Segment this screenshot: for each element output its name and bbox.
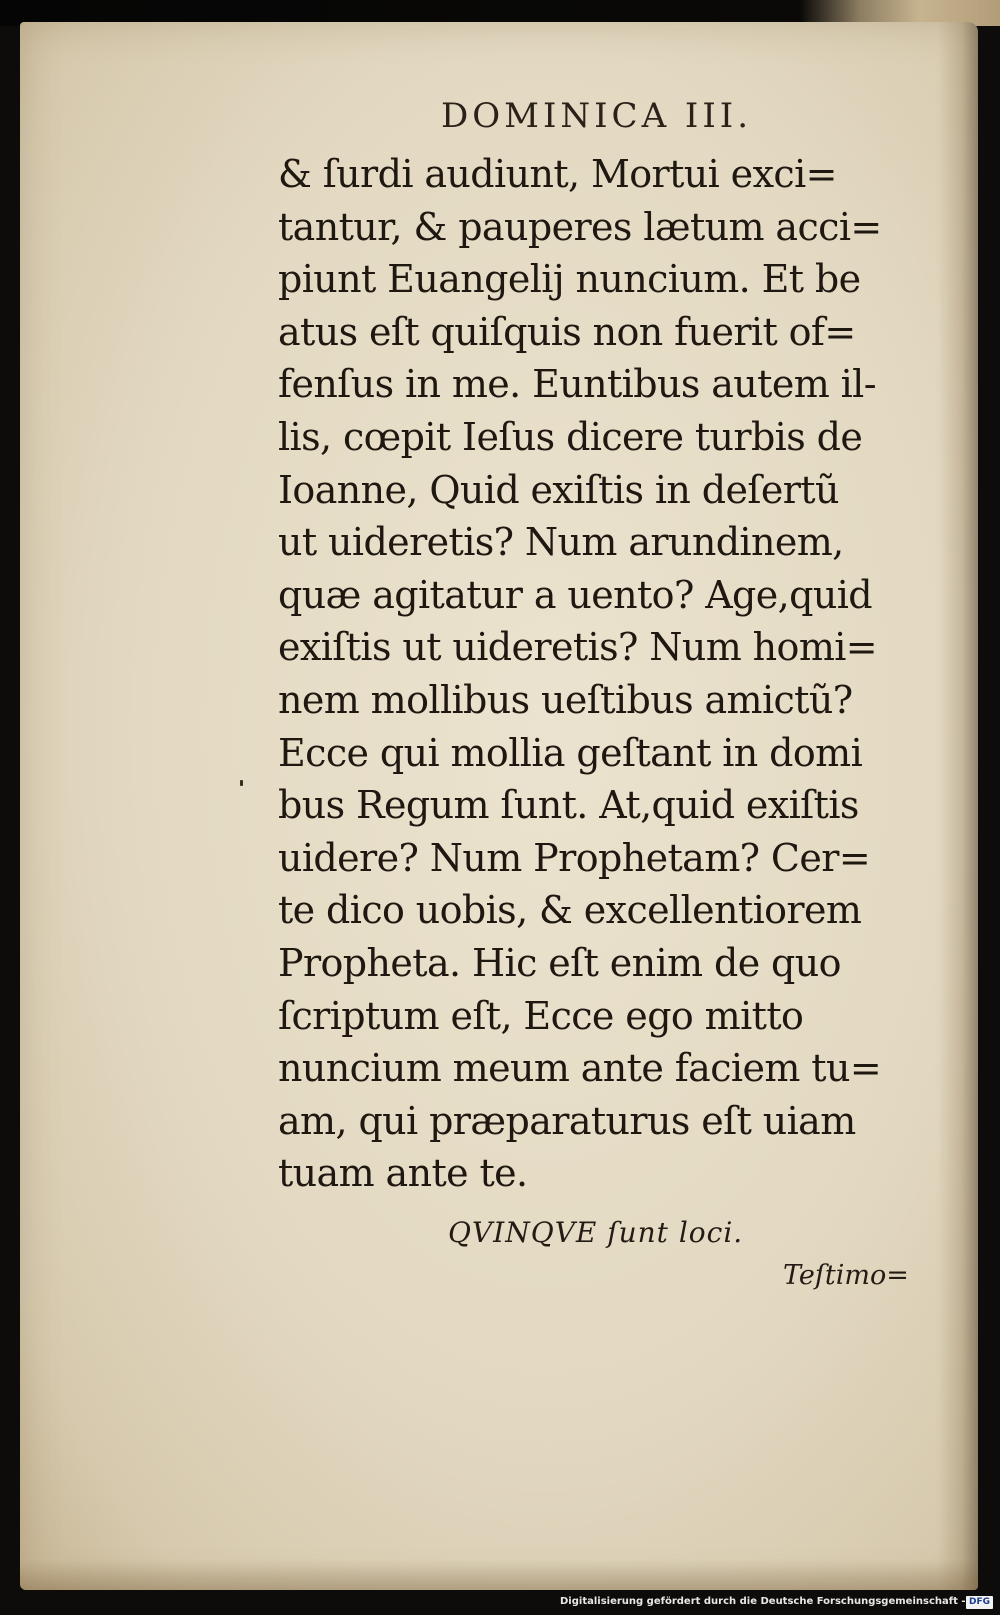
text-line: Ioanne, Quid exiſtis in deſertũ — [278, 467, 839, 512]
digitization-credit: Digitalisierung gefördert durch die Deutsche Forschungsgemeinschaft - — [560, 1596, 966, 1607]
text-line: fenſus in me. Euntibus autem il- — [278, 362, 876, 407]
text-line: am, qui præparaturus eſt uiam — [278, 1098, 856, 1143]
text-line: tuam ante te. — [278, 1151, 528, 1196]
text-line: ut uideretis? Num arundinem, — [278, 520, 844, 565]
page-edge-shadow — [938, 22, 978, 1590]
text-line: bus Regum ſunt. At,quid exiſtis — [278, 783, 859, 828]
catchword: Teſtimo= — [783, 1260, 909, 1291]
body-text — [278, 148, 898, 1200]
page-bottom-shadow — [20, 1560, 978, 1590]
text-line: piunt Euangelij nuncium. Et be — [278, 257, 861, 302]
section-label: QVINQVE ſunt loci. — [448, 1216, 744, 1249]
dfg-logo: DFG — [966, 1596, 993, 1609]
text-line: lis, cœpit Ieſus dicere turbis de — [278, 414, 863, 459]
running-head: DOMINICA III. — [441, 96, 753, 136]
text-line: Ecce qui mollia geſtant in domi — [278, 730, 863, 775]
text-line: nuncium meum ante faciem tu= — [278, 1046, 882, 1091]
text-line: quæ agitatur a uento? Age,quid — [278, 572, 873, 617]
text-line: & ſurdi audiunt, Mortui exci= — [278, 152, 837, 196]
text-line: Propheta. Hic eſt enim de quo — [278, 940, 841, 985]
text-line: ſcriptum eſt, Ecce ego mitto — [278, 993, 804, 1038]
text-line: uidere? Num Prophetam? Cer= — [278, 835, 871, 880]
ink-speck — [240, 780, 243, 786]
text-line: atus eſt quiſquis non fuerit of= — [278, 309, 856, 354]
text-line: te dico uobis, & excellentiorem — [278, 888, 862, 933]
text-line: tantur, & pauperes lætum acci= — [278, 204, 882, 249]
text-line: nem mollibus ueſtibus amictũ? — [278, 677, 853, 722]
text-line: exiſtis ut uideretis? Num homi= — [278, 625, 878, 670]
